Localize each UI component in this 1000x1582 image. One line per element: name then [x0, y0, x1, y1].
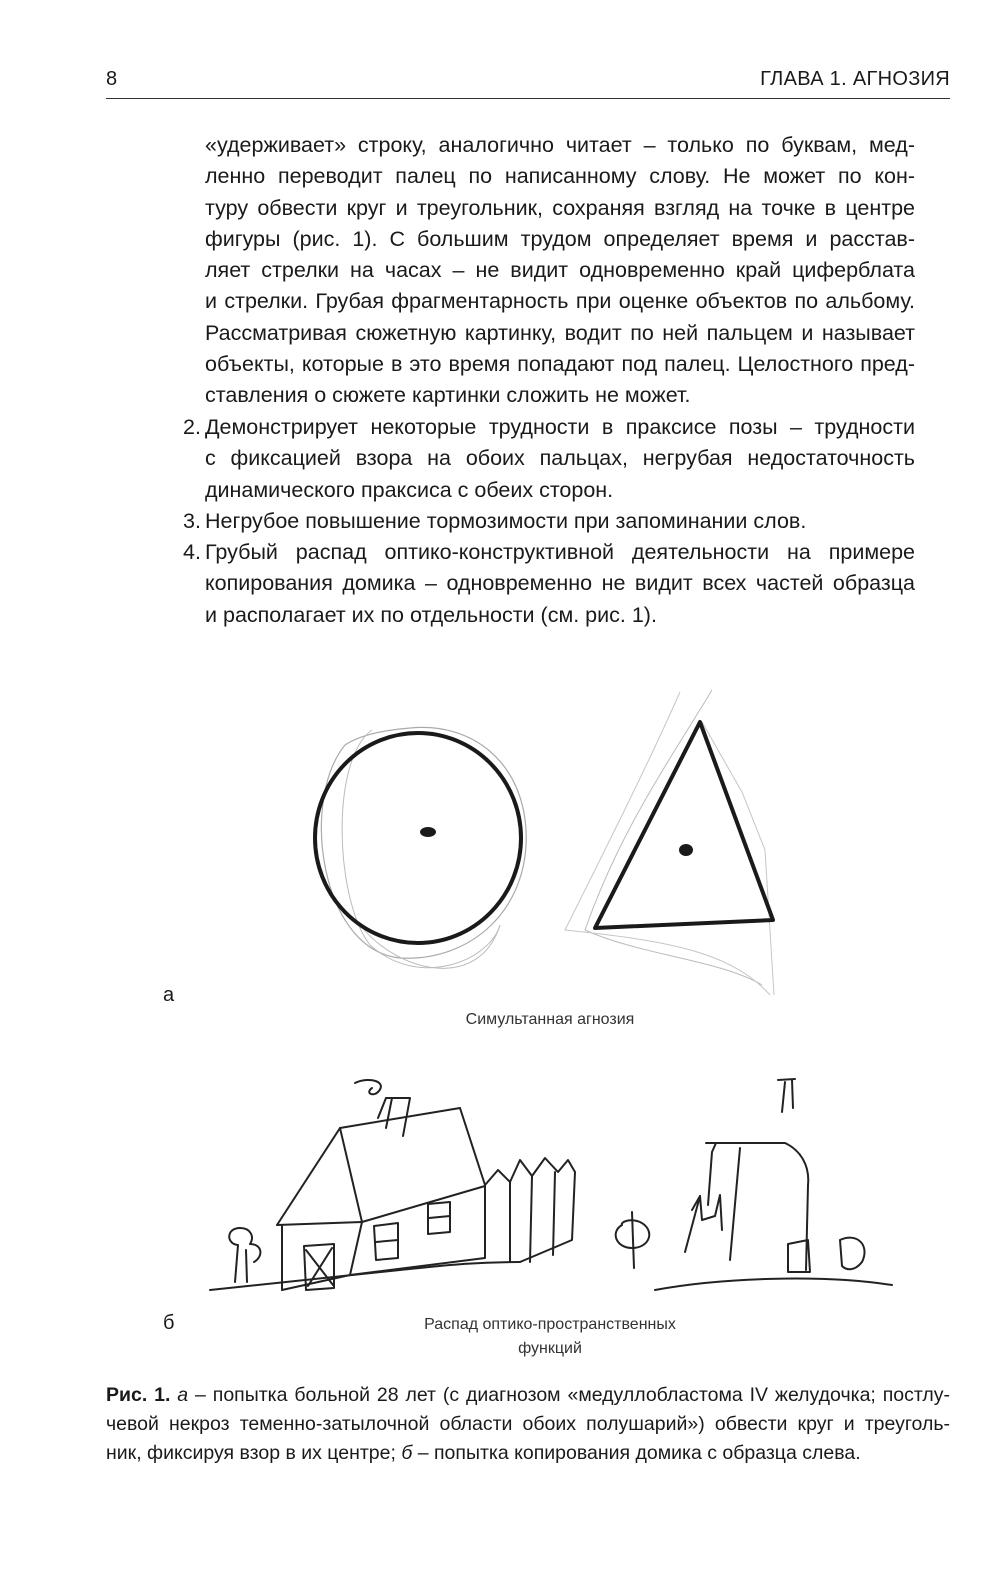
triangle-drawing [565, 690, 774, 995]
paragraph-line: объекты, которые в это время попадают под палец. Целостного пред- [205, 352, 915, 377]
list-line: динамического праксиса с обеих сторон. [205, 477, 614, 502]
caption-line [106, 1381, 950, 1410]
caption-text: – попытка больной 28 лет (с диагнозом «медуллобластома IV желудочка; постлу- [188, 1384, 950, 1406]
list-line: Негрубое повышение тормозимости при запоминании слов. [205, 509, 807, 533]
caption-text: ник, фиксируя взор в их центре; [106, 1442, 402, 1464]
figure-caption [106, 1381, 950, 1468]
panel-b-title-line: Распад оптико-пространственных [424, 1316, 676, 1333]
house-model-drawing [210, 1080, 575, 1290]
panel-b-title-line: функций [518, 1340, 582, 1357]
paragraph-line: ленно переводит палец по написанному слову. Не может по кон- [205, 164, 915, 189]
list-number: 3. [183, 509, 201, 533]
list-line: и располагает их по отдельности (см. рис. 1). [205, 602, 657, 627]
paragraph-line: и стрелки. Грубая фрагментарность при оценке объектов по альбому. [205, 289, 915, 314]
caption-letter-b: б [401, 1442, 413, 1464]
list-number: 4. [183, 540, 201, 564]
caption-text: – попытка копирования домика с образца слева. [412, 1442, 861, 1464]
paragraph-line: Рассматривая сюжетную картинку, водит по ней пальцем и называет [205, 320, 915, 345]
chapter-title: ГЛАВА 1. АГНОЗИЯ [760, 68, 950, 90]
caption-line: чевой некроз теменно-затылочной области обоих полушарий») обвести круг и треуголь- [106, 1413, 950, 1435]
house-copy-drawing [616, 1079, 892, 1290]
panel-b-title [380, 1313, 720, 1361]
list-line: с фиксацией взора на обоих пальцах, негрубая недостаточность [205, 446, 915, 471]
circle-drawing [315, 727, 526, 968]
panel-b-label: б [163, 1312, 175, 1334]
paragraph-line: туру обвести круг и треугольник, сохраняя взгляд на точке в центре [205, 195, 915, 220]
paragraph-line: «удерживает» строку, аналогично читает – только по буквам, мед- [205, 133, 915, 157]
list-line: копирования домика – одновременно не видит всех частей образца [205, 571, 915, 596]
panel-a-label: а [163, 984, 175, 1006]
list-number: 2. [183, 415, 201, 439]
paragraph-line: ставления о сюжете картинки сложить не может. [205, 383, 691, 408]
caption-figure-ref: Рис. 1. [106, 1384, 171, 1406]
paragraph-line: ляет стрелки на часах – не видит одновременно край циферблата [205, 258, 915, 283]
paragraph-line: фигуры (рис. 1). С большим трудом определяет время и расстав- [205, 226, 915, 251]
panel-a-title: Симультанная агнозия [465, 1011, 635, 1028]
page-number: 8 [106, 68, 118, 90]
list-line: Демонстрирует некоторые трудности в праксисе позы – трудности [205, 415, 915, 439]
caption-letter-a: а [177, 1384, 189, 1406]
caption-line [106, 1439, 950, 1468]
list-line: Грубый распад оптико-конструктивной деятельности на примере [205, 540, 915, 564]
